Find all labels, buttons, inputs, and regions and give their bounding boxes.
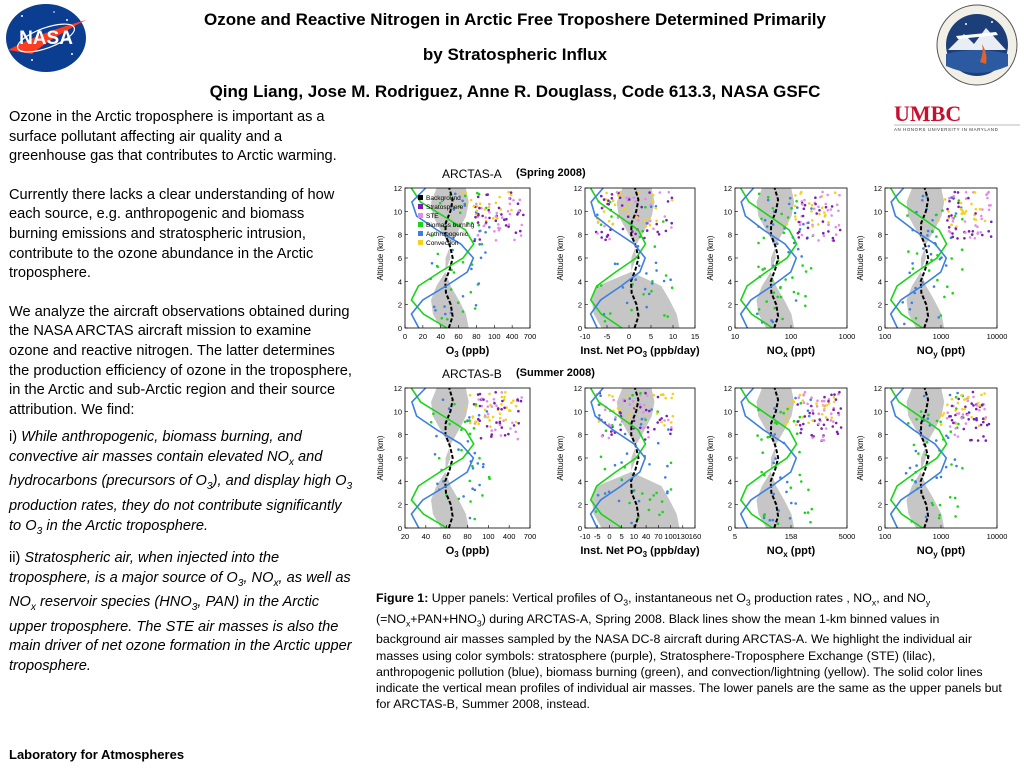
y-tick-label: 8 — [727, 230, 732, 240]
y-tick-label: 2 — [577, 300, 582, 310]
y-tick-label: 12 — [393, 184, 402, 193]
x-tick-label: 0 — [402, 332, 408, 341]
x-tick-label: 10000 — [986, 532, 1008, 541]
y-tick-label: 0 — [877, 324, 882, 333]
y-tick-label: 12 — [873, 184, 882, 193]
y-axis-label: Altitude (km) — [556, 435, 565, 481]
y-tick-label: 10 — [573, 407, 582, 417]
x-axis-label: $NO_x$ (ppt) — [766, 345, 816, 359]
x-tick-label: -5 — [593, 532, 601, 541]
y-tick-label: 4 — [577, 277, 582, 287]
legend-label: Anthropogenic — [426, 231, 468, 238]
intro-paragraph: Ozone in the Arctic troposphere is important as a surface pollutant affecting air quality and a greenhouse gas that contributes to Arctic warming. — [9, 109, 337, 165]
y-tick-label: 8 — [577, 230, 582, 240]
y-tick-label: 8 — [877, 230, 882, 240]
y-axis-label: Altitude (km) — [376, 235, 385, 281]
y-tick-label: 10 — [573, 207, 582, 217]
y-tick-label: 2 — [727, 300, 732, 310]
x-tick-label: 100 — [878, 532, 892, 541]
profile-panel — [706, 184, 855, 359]
y-tick-label: 6 — [397, 454, 402, 463]
x-tick-label: 40 — [421, 532, 431, 541]
profile-panel — [556, 384, 701, 559]
x-axis-label: $O_3$ (ppb) — [445, 545, 490, 559]
y-tick-label: 2 — [877, 500, 882, 510]
x-axis-label: $O_3$ (ppb) — [445, 345, 490, 359]
row-season: (Spring 2008) — [516, 167, 586, 179]
x-tick-label: -5 — [603, 332, 611, 341]
y-tick-label: 8 — [397, 430, 402, 440]
x-tick-label: -10 — [579, 532, 591, 541]
profile-panel — [856, 184, 1007, 359]
finding-1: i) While anthropogenic, biomass burning, and convective air masses contain elevated $NO_x$ and hydrocarbons (precursors of $O_3$), and display high $O_3$ production rates, they do not contribute significantly to $O_3$ in the Arctic troposphere. — [9, 429, 353, 537]
y-tick-label: 4 — [727, 477, 732, 487]
y-tick-label: 6 — [877, 254, 882, 263]
umbc-tagline: AN HONORS UNIVERSITY IN MARYLAND — [894, 127, 999, 132]
y-tick-label: 6 — [397, 254, 402, 263]
x-tick-label: 10 — [730, 332, 740, 341]
x-axis-label: Inst. Net $PO_3$ (ppb/day) — [580, 345, 700, 359]
x-tick-label: 80 — [472, 332, 481, 341]
legend-label: Background — [426, 195, 461, 202]
y-axis-label: Altitude (km) — [556, 235, 565, 281]
y-tick-label: 6 — [577, 454, 582, 463]
y-tick-label: 10 — [723, 207, 732, 217]
y-tick-label: 12 — [573, 384, 582, 393]
legend-swatch — [418, 204, 423, 209]
y-axis-label: Altitude (km) — [706, 235, 715, 281]
x-tick-label: 10000 — [986, 332, 1008, 341]
left-text-column — [9, 108, 354, 684]
y-tick-label: 2 — [877, 300, 882, 310]
y-axis-label: Altitude (km) — [856, 435, 865, 481]
y-tick-label: 6 — [577, 254, 582, 263]
x-tick-label: 130 — [676, 532, 690, 541]
row-season: (Summer 2008) — [516, 367, 595, 379]
y-tick-label: 8 — [727, 430, 732, 440]
y-tick-label: 12 — [723, 384, 732, 393]
y-tick-label: 0 — [577, 324, 582, 333]
motivation-paragraph: Currently there lacks a clear understanding of how each source, e.g. anthropogenic and biomass burning emissions and stratospheric intrusion, contribute to the ozone abundance in the Arctic troposphere. — [9, 186, 335, 282]
method-paragraph: We analyze the aircraft observations obtained during the NASA ARCTAS aircraft mission to examine ozone and reactive nitrogen. The latter determines the production efficiency of ozone in the troposphere, in the Arctic and sub-Arctic region and their source attribution. We find: — [9, 303, 352, 418]
profile-panel — [706, 384, 855, 559]
nasa-logo — [2, 2, 90, 74]
y-tick-label: 2 — [397, 300, 402, 310]
x-tick-label: 5 — [619, 532, 624, 541]
y-tick-label: 8 — [397, 230, 402, 240]
profile-panel — [376, 384, 536, 559]
y-tick-label: 6 — [727, 454, 732, 463]
row-title: ARCTAS-B — [442, 367, 502, 381]
x-tick-label: 60 — [442, 532, 451, 541]
x-tick-label: 700 — [523, 332, 537, 341]
figure-caption: Figure 1: Upper panels: Vertical profiles of $O_3$, instantaneous net $O_3$ production rates , $NO_x$, and $NO_y$ $(=NO_x+PAN+HNO_3)$ during ARCTAS-A, Spring 2008. Black lines show the mean 1-km binned values in background air masses sampled by the NASA DC-8 aircraft during ARCTAS-A. We highlight the individual air masses using color symbols: stratosphere (purple), Stratosphere-Troposphere Exchange (STE) (lilac), anthropogenic pollution (blue), biomass burning (green), and convection/lightning (yellow). The solid color lines indicate the vertical mean profiles of individual air masses. The lower panels are the same as the upper panels but for ARCTAS-B, Summer 2008, instead. — [376, 591, 1002, 712]
y-axis-label: Altitude (km) — [376, 435, 385, 481]
x-tick-label: 20 — [400, 532, 410, 541]
y-tick-label: 10 — [393, 407, 402, 417]
y-tick-label: 4 — [877, 477, 882, 487]
x-tick-label: 40 — [641, 532, 651, 541]
y-tick-label: 10 — [393, 207, 402, 217]
x-tick-label: -10 — [579, 332, 591, 341]
legend-swatch — [418, 195, 423, 200]
legend-swatch — [418, 231, 423, 236]
x-tick-label: 700 — [523, 532, 537, 541]
x-tick-label: 100 — [878, 332, 892, 341]
x-tick-label: 100 — [664, 532, 677, 541]
y-tick-label: 2 — [397, 500, 402, 510]
y-tick-label: 12 — [573, 184, 582, 193]
profile-panel — [556, 184, 700, 359]
x-tick-label: 400 — [502, 532, 516, 541]
legend-label: Convection — [426, 240, 459, 247]
x-tick-label: 0 — [607, 532, 612, 541]
x-axis-label: $NO_y$ (ppt) — [916, 545, 966, 559]
legend-label: Stratosphere — [426, 204, 464, 211]
y-tick-label: 2 — [727, 500, 732, 510]
y-tick-label: 8 — [577, 430, 582, 440]
y-tick-label: 4 — [397, 477, 402, 487]
umbc-logo-text: UMBC — [894, 101, 962, 126]
poster-title: Ozone and Reactive Nitrogen in Arctic Free Troposhere Determined Primarily — [204, 10, 826, 29]
x-tick-label: 1000 — [932, 332, 950, 341]
x-tick-label: 60 — [454, 332, 463, 341]
x-tick-label: 15 — [690, 332, 700, 341]
x-tick-label: 0 — [626, 332, 632, 341]
legend-swatch — [418, 240, 423, 245]
poster-title-line2: by Stratospheric Influx — [422, 45, 608, 64]
x-tick-label: 100 — [784, 332, 798, 341]
x-tick-label: 20 — [418, 332, 428, 341]
x-tick-label: 5 — [648, 332, 654, 341]
x-tick-label: 80 — [463, 532, 472, 541]
x-tick-label: 100 — [482, 532, 495, 541]
row-title: ARCTAS-A — [442, 167, 502, 181]
y-tick-label: 0 — [727, 324, 732, 333]
arctas-mission-patch — [936, 4, 1018, 86]
y-tick-label: 0 — [397, 524, 402, 533]
y-tick-label: 0 — [877, 524, 882, 533]
x-tick-label: 158 — [784, 532, 798, 541]
nasa-logo-text: NASA — [19, 28, 73, 49]
y-tick-label: 4 — [397, 277, 402, 287]
y-tick-label: 12 — [873, 384, 882, 393]
legend-label: STE — [426, 213, 439, 220]
y-tick-label: 0 — [727, 524, 732, 533]
y-tick-label: 6 — [877, 454, 882, 463]
y-tick-label: 10 — [723, 407, 732, 417]
x-tick-label: 100 — [488, 332, 501, 341]
legend-swatch — [418, 222, 423, 227]
y-tick-label: 0 — [397, 324, 402, 333]
x-tick-label: 10 — [629, 532, 639, 541]
y-tick-label: 10 — [873, 207, 882, 217]
y-tick-label: 12 — [723, 184, 732, 193]
y-tick-label: 6 — [727, 254, 732, 263]
x-tick-label: 1000 — [838, 332, 856, 341]
profile-panel — [856, 384, 1007, 559]
x-tick-label: 40 — [436, 332, 445, 341]
legend-swatch — [418, 213, 423, 218]
figure-1-profiles — [360, 160, 1020, 580]
y-tick-label: 10 — [873, 407, 882, 417]
y-tick-label: 12 — [393, 384, 402, 393]
legend-label: Biomass burning — [426, 222, 475, 229]
y-tick-label: 0 — [577, 524, 582, 533]
x-tick-label: 400 — [505, 332, 519, 341]
finding-2: ii) Stratospheric air, when injected into the troposphere, is a major source of $O_3$, $NO_x$, as well as $NO_x$ reservoir species ($HNO_3$, PAN) in the Arctic upper troposphere. The STE air masses is also the main driver of net ozone formation in the Arctic upper troposphere. — [9, 550, 352, 674]
x-tick-label: 70 — [654, 532, 663, 541]
poster-authors: Qing Liang, Jose M. Rodriguez, Anne R. Douglass, Code 613.3, NASA GSFC — [209, 82, 821, 101]
x-tick-label: 5 — [732, 532, 738, 541]
x-tick-label: 160 — [688, 532, 702, 541]
y-axis-label: Altitude (km) — [856, 235, 865, 281]
x-tick-label: 5000 — [838, 532, 856, 541]
y-tick-label: 2 — [577, 500, 582, 510]
x-tick-label: 10 — [668, 332, 678, 341]
x-axis-label: $NO_x$ (ppt) — [766, 545, 816, 559]
y-axis-label: Altitude (km) — [706, 435, 715, 481]
y-tick-label: 4 — [877, 277, 882, 287]
x-axis-label: Inst. Net $PO_3$ (ppb/day) — [580, 545, 700, 559]
x-tick-label: 1000 — [932, 532, 950, 541]
y-tick-label: 4 — [577, 477, 582, 487]
footer-lab-name: Laboratory for Atmospheres — [9, 747, 185, 762]
x-axis-label: $NO_y$ (ppt) — [916, 345, 966, 359]
y-tick-label: 8 — [877, 430, 882, 440]
y-tick-label: 4 — [727, 277, 732, 287]
umbc-logo — [892, 100, 1022, 134]
